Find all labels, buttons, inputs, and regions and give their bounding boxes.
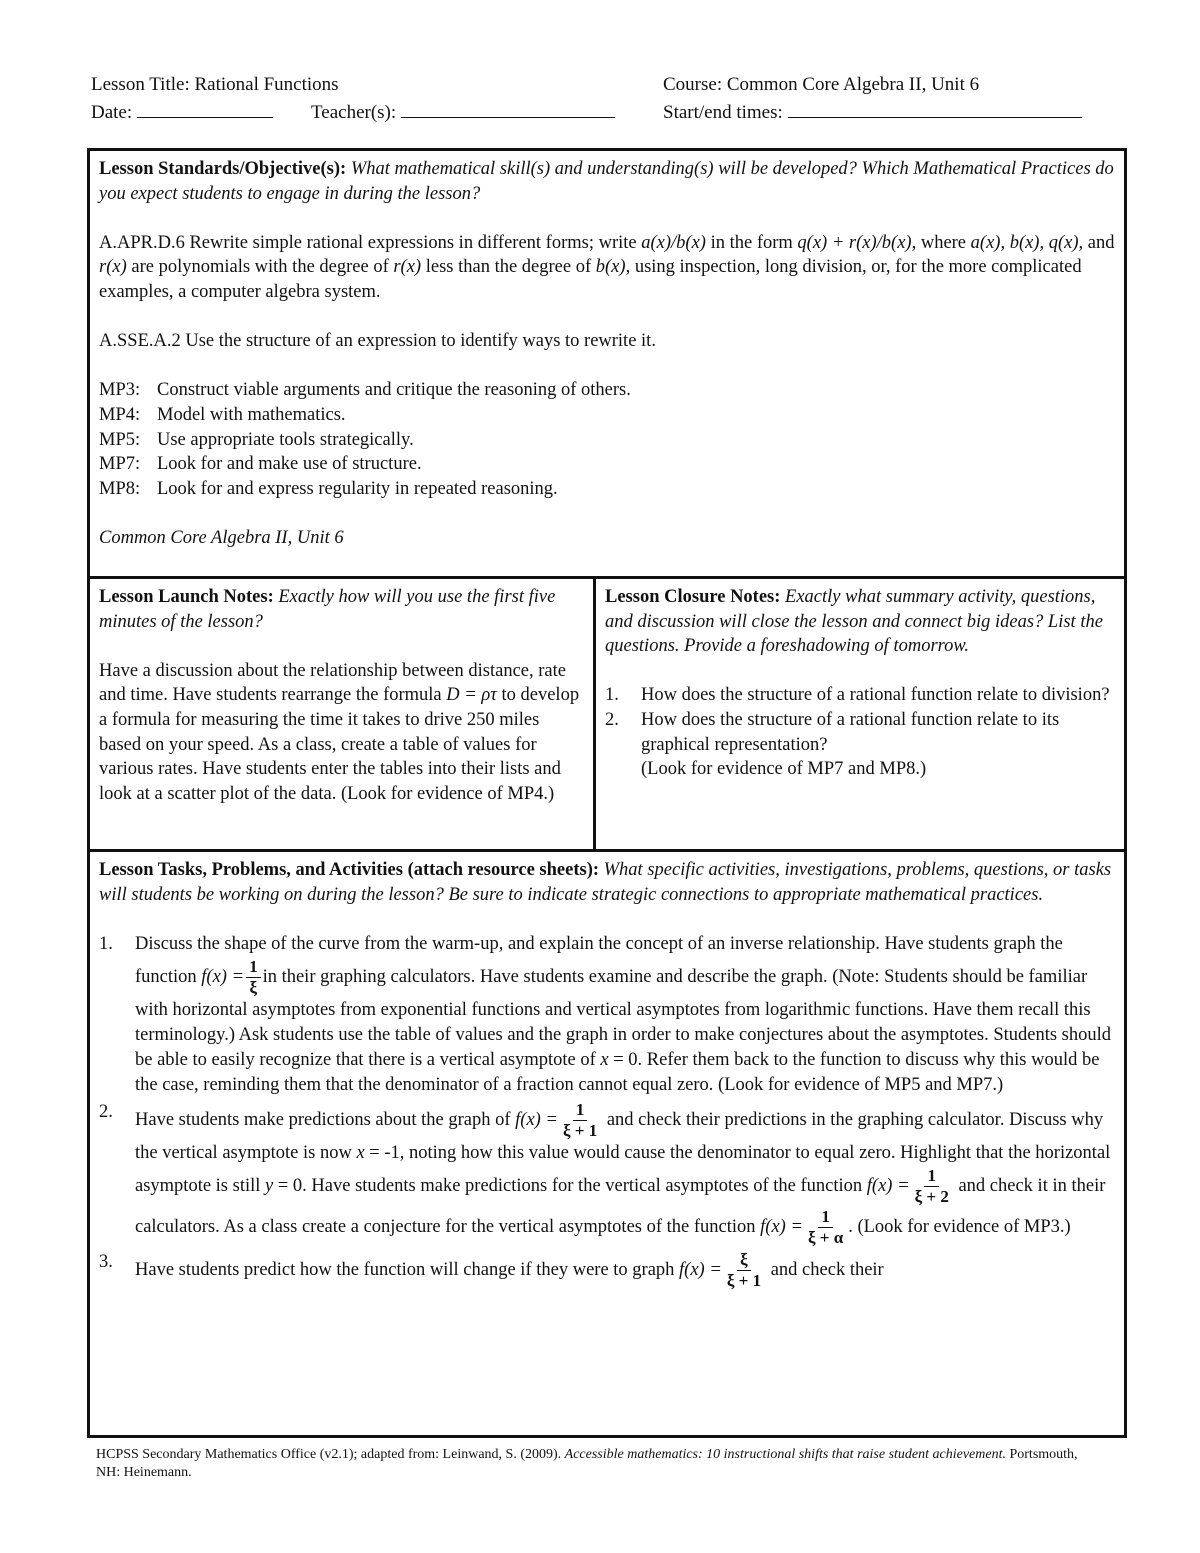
standards-heading: Lesson Standards/Objective(s):: [99, 159, 347, 179]
practice-code: MP5:: [99, 429, 141, 450]
tasks-heading-block: [99, 858, 1115, 907]
practice-code: MP4:: [99, 404, 141, 425]
fraction-x-over-x-plus-1: [724, 1250, 764, 1291]
task-text: = -1, noting how this value would cause the denominator to equal zero. Highlight that the horizontal asymptote is still: [135, 1142, 1111, 1196]
apr-text: , where: [911, 232, 971, 253]
function-label: f(x) =: [515, 1109, 558, 1130]
closure-question: How does the structure of a rational function relate to its graphical representation?: [641, 709, 1060, 755]
launch-heading: Lesson Launch Notes:: [99, 587, 274, 607]
task-text: . (Look for evidence of MP3.): [848, 1216, 1071, 1237]
variable-x: x: [600, 1049, 609, 1070]
fraction-1-over-x-plus-a: [805, 1207, 846, 1248]
apr-b: b(x): [595, 257, 626, 278]
date-field: [91, 99, 273, 126]
practice-code: MP3:: [99, 380, 141, 401]
list-number: 2.: [99, 1101, 113, 1122]
launch-text: Have a discussion about the relationship between distance, rate and time. Have students rearrange the formula: [99, 660, 566, 706]
function-label: f(x) =: [679, 1259, 722, 1280]
practice-item: [99, 378, 1115, 403]
launch-prompt: Exactly how will you use the first five minutes of the lesson?: [99, 587, 556, 632]
tasks-section: [90, 852, 1124, 1435]
list-number: 1.: [605, 685, 619, 706]
apr-abq: a(x), b(x), q(x),: [970, 232, 1084, 253]
list-number: 2.: [605, 709, 619, 730]
list-item: [99, 1250, 1115, 1291]
fraction-numerator: 1: [573, 1100, 588, 1121]
footer-book-title: Accessible mathematics: 10 instructional shifts that raise student achievement.: [564, 1447, 1006, 1462]
list-item: [605, 708, 1115, 782]
practice-code: MP7:: [99, 454, 141, 475]
footer-text: Portsmouth, NH: Heinemann.: [96, 1447, 1078, 1480]
fraction-1-over-x: [246, 957, 261, 998]
function-label: f(x) =: [866, 1175, 910, 1196]
teacher-blank: [401, 99, 615, 118]
practice-text: Construct viable arguments and critique the reasoning of others.: [157, 380, 631, 401]
standards-section: [90, 151, 1124, 576]
apr-r2: r(x): [393, 257, 422, 278]
apr-text: in the form: [705, 232, 798, 253]
fraction-denominator: ξ: [249, 977, 258, 997]
teacher-field: [311, 99, 615, 126]
task-text: and check it in their calculators. As a class create a conjecture for the vertical asymptotes of the function: [135, 1175, 1106, 1237]
closure-heading-block: [605, 585, 1115, 659]
tasks-heading: Lesson Tasks, Problems, and Activities (attach resource sheets):: [99, 860, 600, 880]
task-text: = 0. Refer them back to the function to discuss why this would be the case, reminding them that the denominator of a fraction cannot equal zero. (Look for evidence of MP5 and MP7.): [135, 1049, 1100, 1095]
fraction-denominator: ξ + 1: [726, 1270, 762, 1290]
date-blank: [137, 99, 273, 118]
task-text: and check their predictions in the graphing calculator. Discuss why the vertical asymptote is now: [135, 1109, 1104, 1163]
fraction-numerator: 1: [246, 957, 261, 978]
launch-body: [99, 659, 584, 807]
tasks-prompt: What specific activities, investigations, problems, questions, or tasks will students be working on during the lesson? Be sure to indicate strategic connections to appropriate mathematical practices.: [99, 860, 1112, 905]
closure-questions: [605, 683, 1115, 781]
list-number: 3.: [99, 1251, 113, 1272]
lesson-plan-table: [87, 148, 1127, 1438]
closure-prompt: Exactly what summary activity, questions, and discussion will close the lesson and connect big ideas? List the questions. Provide a foreshadowing of tomorrow.: [605, 587, 1103, 657]
function-label: f(x) =: [760, 1216, 803, 1237]
task-text: Have students make predictions about the graph of: [135, 1109, 516, 1130]
standards-prompt: What mathematical skill(s) and understanding(s) will be developed? Which Mathematical Practices do you expect students to engage in during the lesson?: [99, 159, 1114, 204]
fraction-numerator: ξ: [737, 1250, 751, 1271]
fraction-1-over-x-plus-1: [560, 1100, 600, 1141]
list-item: [99, 1100, 1115, 1248]
fraction-numerator: 1: [924, 1166, 939, 1187]
times-field: [663, 99, 1082, 126]
task-text: and check their: [766, 1259, 884, 1280]
list-item: [605, 683, 1115, 708]
standard-sse: A.SSE.A.2 Use the structure of an expression to identify ways to rewrite it.: [99, 331, 656, 352]
apr-text: and: [1083, 232, 1115, 253]
launch-heading-block: [99, 585, 584, 634]
course-label: Course: Common Core Algebra II, Unit 6: [663, 74, 980, 95]
function-label: f(x) =: [201, 966, 245, 987]
apr-text: , using inspection, long division, or, for the more complicated examples, a computer algebra system.: [99, 257, 1082, 302]
teacher-label: Teacher(s):: [311, 102, 397, 123]
apr-text: A.APR.D.6 Rewrite simple rational expressions in different forms; write: [99, 232, 642, 253]
practice-code: MP8:: [99, 478, 141, 499]
fraction-denominator: ξ + 1: [562, 1120, 598, 1140]
times-label: Start/end times:: [663, 102, 783, 123]
practices-list: [99, 378, 1115, 501]
launch-section: [90, 579, 593, 849]
launch-text: to develop a formula for measuring the time it takes to drive 250 miles based on your speed. As a class, create a table of values for various rates. Have students enter the tables into their lists and look at a scatter plot of the data. (Look for evidence of MP4.): [99, 685, 580, 804]
lesson-title: Lesson Title: Rational Functions: [91, 74, 339, 95]
practice-text: Look for and express regularity in repeated reasoning.: [157, 478, 558, 499]
apr-qr: q(x) + r(x)/b(x): [797, 232, 912, 253]
apr-r: r(x): [99, 257, 127, 278]
closure-note: (Look for evidence of MP7 and MP8.): [641, 759, 927, 780]
variable-x: x: [356, 1142, 365, 1163]
standards-heading-block: [99, 157, 1115, 206]
fraction-denominator: ξ + 2: [914, 1186, 949, 1206]
practice-item: [99, 428, 1115, 453]
list-number: 1.: [99, 933, 113, 954]
fraction-1-over-x-plus-2: [912, 1166, 952, 1207]
closure-heading: Lesson Closure Notes:: [605, 587, 781, 607]
practice-text: Look for and make use of structure.: [157, 454, 422, 475]
task-text: Discuss the shape of the curve from the warm-up, and explain the concept of an inverse relationship. Have students graph the function: [135, 933, 1063, 987]
practice-text: Model with mathematics.: [157, 404, 346, 425]
variable-y: y: [265, 1175, 274, 1196]
task-text: in their graphing calculators. Have students examine and describe the graph. (Note: Students should be familiar with horizontal asymptotes from exponential functions and vertical asymptotes from logarithmic functions. Have them recall this terminology.) Ask students use the table of values and the graph in order to make conjectures about the asymptotes. Students should be able to easily recognize that there is a vertical asymptote of: [135, 966, 1112, 1070]
tasks-list: [99, 932, 1115, 1291]
date-label: Date:: [91, 102, 133, 123]
launch-formula: D = ρτ: [446, 685, 497, 706]
apr-text: are polynomials with the degree of: [126, 257, 394, 278]
times-blank: [788, 99, 1082, 118]
practice-item: [99, 403, 1115, 428]
task-text: = 0. Have students make predictions for the vertical asymptotes of the function: [273, 1175, 867, 1196]
closure-section: [596, 579, 1124, 849]
fraction-numerator: 1: [818, 1207, 833, 1228]
standards-source: Common Core Algebra II, Unit 6: [99, 527, 344, 548]
footer-text: HCPSS Secondary Mathematics Office (v2.1); adapted from: Leinwand, S. (2009).: [96, 1447, 565, 1462]
closure-question: How does the structure of a rational function relate to division?: [641, 685, 1110, 706]
page-footer: [96, 1446, 1086, 1482]
practice-text: Use appropriate tools strategically.: [157, 429, 414, 450]
practice-item: [99, 477, 1115, 502]
task-text: Have students predict how the function will change if they were to graph: [135, 1259, 680, 1280]
fraction-denominator: ξ + α: [807, 1227, 844, 1247]
apr-text: less than the degree of: [421, 257, 596, 278]
practice-item: [99, 452, 1115, 477]
list-item: [99, 932, 1115, 1098]
standard-apr: [99, 231, 1115, 305]
apr-ab: a(x)/b(x): [641, 232, 706, 253]
